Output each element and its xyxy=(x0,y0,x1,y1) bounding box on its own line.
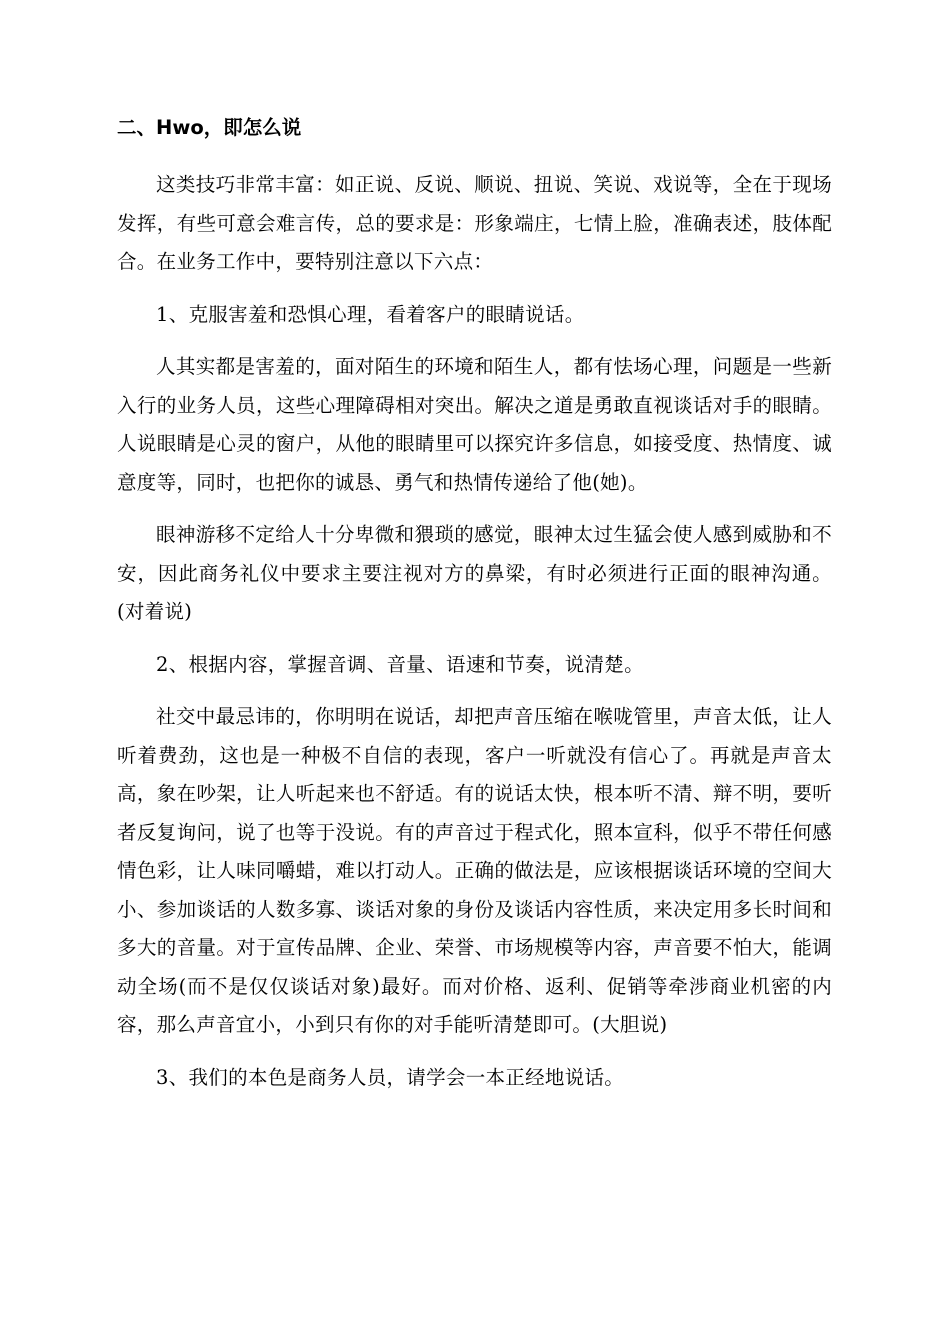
paragraph-voice: 社交中最忌讳的，你明明在说话，却把声音压缩在喉咙管里，声音太低，让人听着费劲，这也是一种极不自信的表现，客户一听就没有信心了。再就是声音太高，象在吵架，让人听起来也不舒适。有的说话太快，根本听不清、辩不明，要听者反复询问，说了也等于没说。有的声音过于程式化，照本宣科，似乎不带任何感情色彩，让人味同嚼蜡，难以打动人。正确的做法是，应该根据谈话环境的空间大小、参加谈话的人数多寡、谈话对象的身份及谈话内容性质，来决定用多长时间和多大的音量。对于宣传品牌、企业、荣誉、市场规模等内容，声音要不怕大，能调动全场(而不是仅仅谈话对象)最好。而对价格、返利、促销等牵涉商业机密的内容，那么声音宜小，小到只有你的对手能听清楚即可。(大胆说) xyxy=(117,705,832,1036)
section-heading: 二、Hwo，即怎么说 xyxy=(117,116,302,139)
paragraph-eye-contact: 眼神游移不定给人十分卑微和猥琐的感觉，眼神太过生猛会使人感到威胁和不安，因此商务礼仪中要求主要注视对方的鼻梁，有时必须进行正面的眼神沟通。(对着说) xyxy=(117,523,832,623)
point-3-title: 3、我们的本色是商务人员，请学会一本正经地说话。 xyxy=(156,1065,625,1089)
paragraph-intro: 这类技巧非常丰富：如正说、反说、顺说、扭说、笑说、戏说等，全在于现场发挥，有些可意会难言传，总的要求是：形象端庄，七情上脸，准确表述，肢体配合。在业务工作中，要特别注意以下六点： xyxy=(117,173,832,273)
point-2-title: 2、根据内容，掌握音调、音量、语速和节奏，说清楚。 xyxy=(156,652,644,676)
paragraph-shyness: 人其实都是害羞的，面对陌生的环境和陌生人，都有怯场心理，问题是一些新入行的业务人员，这些心理障碍相对突出。解决之道是勇敢直视谈话对手的眼睛。人说眼睛是心灵的窗户，从他的眼睛里可以探究许多信息，如接受度、热情度、诚意度等，同时，也把你的诚恳、勇气和热情传递给了他(她)。 xyxy=(117,355,832,494)
point-1-title: 1、克服害羞和恐惧心理，看着客户的眼睛说话。 xyxy=(156,302,585,326)
